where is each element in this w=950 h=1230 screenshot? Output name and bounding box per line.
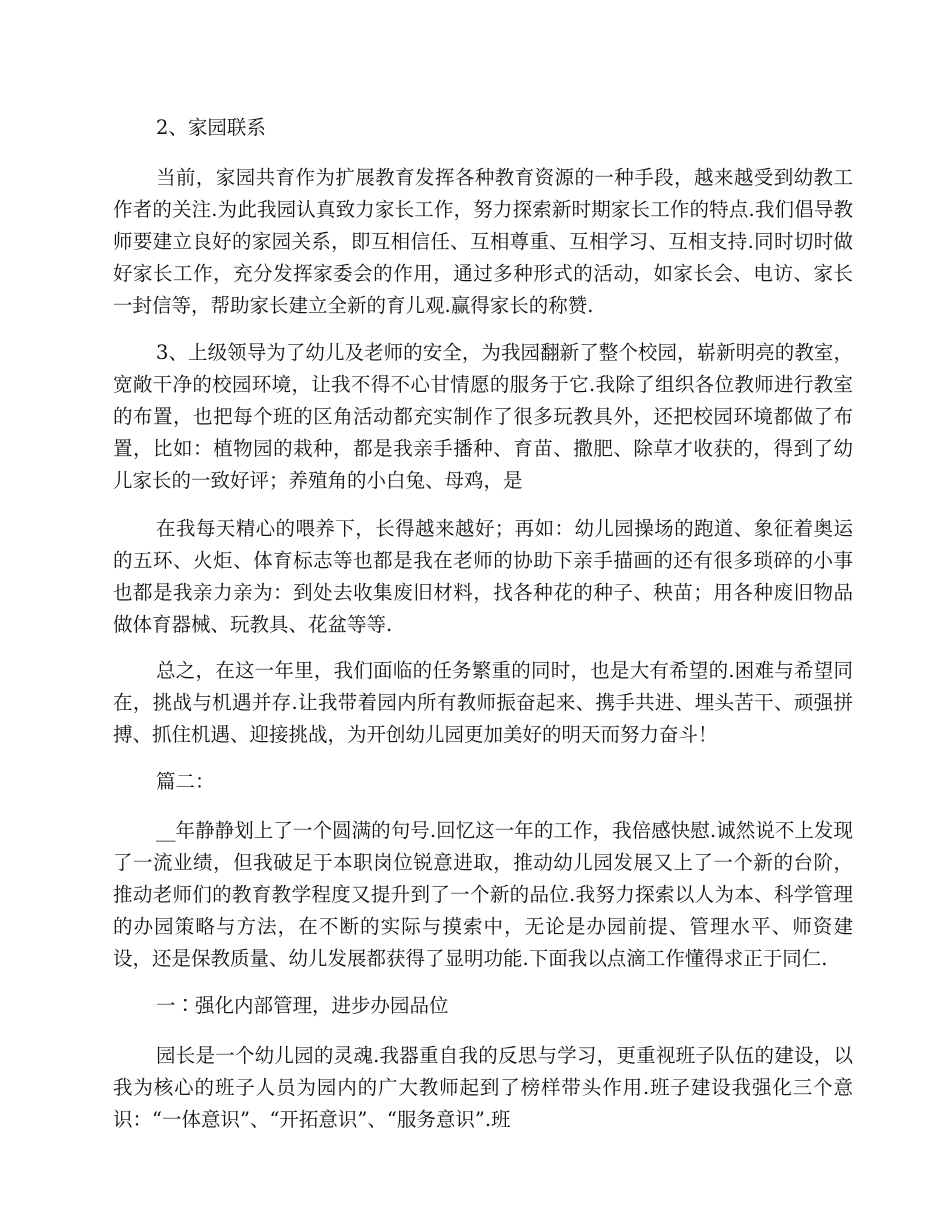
- paragraph-home-school-cooperation: 当前，家园共育作为扩展教育发挥各种教育资源的一种手段，越来越受到幼教工作者的关注.为此我园认真致力家长工作，努力探索新时期家长工作的特点.我们倡导教师要建立良好的家园关系，即互相信任、互相尊重、互相学习、互相支持.同时切时做好家长工作，充分发挥家委会的作用，通过多种形式的活动，如家长会、电访、家长一封信等，帮助家长建立全新的育儿观.赢得家长的称赞.: [113, 166, 853, 317]
- paragraph-principal-role: 园长是一个幼儿园的灵魂.我器重自我的反思与学习，更重视班子队伍的建设，以我为核心的班子人员为园内的广大教师起到了榜样带头作用.班子建设我强化三个意识：“一体意识”、“开拓意识”、“服务意识”.班: [113, 1044, 853, 1131]
- paragraph-campus-renovation: 3、上级领导为了幼儿及老师的安全，为我园翻新了整个校园，崭新明亮的教室，宽敞干净的校园环境，让我不得不心甘情愿的服务于它.我除了组织各位教师进行教室的布置，也把每个班的区角活动都充实制作了很多玩教具外，还把校园环境都做了布置，比如：植物园的栽种，都是我亲手播种、育苗、撒肥、除草才收获的，得到了幼儿家长的一致好评；养殖角的小白兔、母鸡，是: [113, 341, 853, 492]
- section-heading-home-school-contact: 2、家园联系: [156, 116, 266, 139]
- section-heading-internal-management: 一∶强化内部管理，进步办园品位: [156, 994, 449, 1017]
- part-two-heading: 篇二：: [156, 770, 215, 793]
- paragraph-year-review: __年静静划上了一个圆满的句号.回忆这一年的工作，我倍感快慰.诚然说不上发现了一流业绩，但我破足于本职岗位锐意进取，推动幼儿园发展又上了一个新的台阶，推动老师们的教育教学程度又提升到了一个新的品位.我努力探索以人为本、科学管理的办园策略与方法，在不断的实际与摸索中，无论是办园前提、管理水平、师资建设，还是保教质量、幼儿发展都获得了显明功能.下面我以点滴工作懂得求正于同仁.: [113, 819, 853, 970]
- paragraph-daily-care: 在我每天精心的喂养下，长得越来越好；再如：幼儿园操场的跑道、象征着奥运的五环、火炬、体育标志等也都是我在老师的协助下亲手描画的还有很多琐碎的小事也都是我亲力亲为：到处去收集废旧材料，找各种花的种子、秧苗；用各种废旧物品做体育器械、玩教具、花盆等等.: [113, 517, 853, 636]
- paragraph-summary: 总之，在这一年里，我们面临的任务繁重的同时，也是大有希望的.困难与希望同在，挑战与机遇并存.让我带着园内所有教师振奋起来、携手共进、埋头苦干、顽强拼搏、抓住机遇、迎接挑战，为开创幼儿园更加美好的明天而努力奋斗！: [113, 659, 853, 746]
